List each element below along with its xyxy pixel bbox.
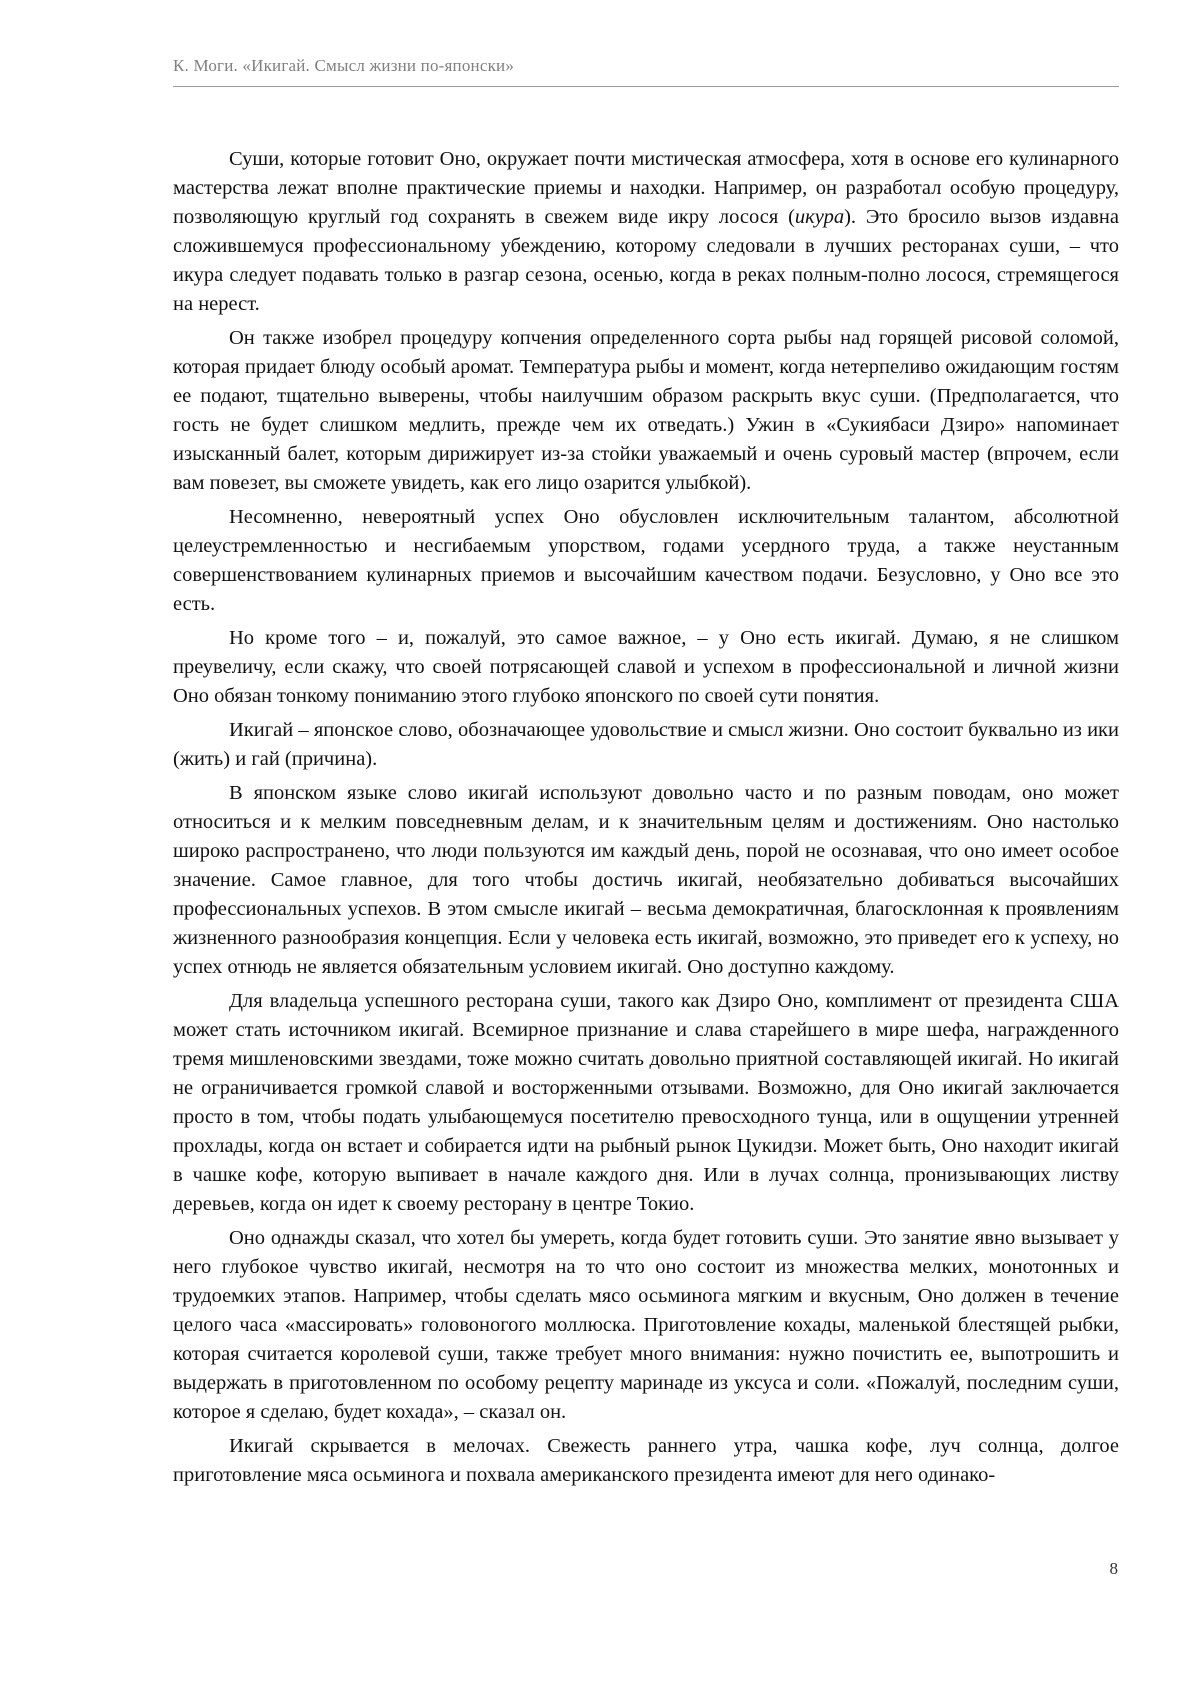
paragraph: Икигай скрывается в мелочах. Свежесть раннего утра, чашка кофе, луч солнца, долгое приготовление мяса осьминога и похвала американского президента имеют для него одинако- [173, 1435, 1119, 1486]
paragraph: Но кроме того – и, пожалуй, это самое важное, – у Оно есть икигай. Думаю, я не слишком преувеличу, если скажу, что своей потрясающей славой и успехом в профессиональной и личной жизни Оно обязан тонкому пониманию этого глубоко японского по своей сути понятия. [173, 627, 1119, 707]
emphasis-term: икура [794, 206, 845, 228]
paragraph: В японском языке слово икигай используют довольно часто и по разным поводам, оно может относиться и к мелким повседневным делам, и к значительным целям и достижениям. Оно настолько широко распространено, что люди пользуются им каждый день, порой не осознавая, что оно имеет особое значение. Самое главное, для того чтобы достичь икигай, необязательно добиваться высочайших профессиональных успехов. В этом смысле икигай – весьма демократичная, благосклонная к проявлениям жизненного разнообразия концепция. Если у человека есть икигай, возможно, это приведет его к успеху, но успех отнюдь не является обязательным условием икигай. Оно доступно каждому. [173, 782, 1119, 978]
running-header: К. Моги. «Икигай. Смысл жизни по-японски» [173, 56, 515, 75]
page-number: 8 [1109, 1559, 1118, 1578]
paragraph-text: ). Это бросило вызов издавна сложившемуся профессиональному убеждению, которому следовали в лучших ресторанах суши, – что икура следует подавать только в разгар сезона, осенью, когда в реках полным-полно лосося, стремящегося на нерест. [173, 206, 1119, 315]
paragraph: Оно однажды сказал, что хотел бы умереть, когда будет готовить суши. Это занятие явно вызывает у него глубокое чувство икигай, несмотря на то что оно состоит из множества мелких, монотонных и трудоемких этапов. Например, чтобы сделать мясо осьминога мягким и вкусным, Оно должен в течение целого часа «массировать» головоногого моллюска. Приготовление кохады, маленькой блестящей рыбки, которая считается королевой суши, также требует много внимания: нужно почистить ее, выпотрошить и выдержать в приготовленном по особому рецепту маринаде из уксуса и соли. «Пожалуй, последним суши, которое я сделаю, будет кохада», – сказал он. [173, 1227, 1119, 1423]
body-text [173, 145, 1119, 1495]
paragraph: Для владельца успешного ресторана суши, такого как Дзиро Оно, комплимент от президента США может стать источником икигай. Всемирное признание и слава старейшего в мире шефа, награжденного тремя мишленовскими звездами, тоже можно считать довольно приятной составляющей икигай. Но икигай не ограничивается громкой славой и восторженными отзывами. Возможно, для Оно икигай заключается просто в том, чтобы подать улыбающемуся посетителю превосходного тунца, или в ощущении утренней прохлады, когда он встает и собирается идти на рыбный рынок Цукидзи. Может быть, Оно находит икигай в чашке кофе, которую выпивает в начале каждого дня. Или в лучах солнца, пронизывающих листву деревьев, когда он идет к своему ресторану в центре Токио. [173, 990, 1119, 1215]
paragraph: Он также изобрел процедуру копчения определенного сорта рыбы над горящей рисовой соломой, которая придает блюду особый аромат. Температура рыбы и момент, когда нетерпеливо ожидающим гостям ее подают, тщательно выверены, чтобы наилучшим образом раскрыть вкус суши. (Предполагается, что гость не будет слишком медлить, прежде чем их отведать.) Ужин в «Сукиябаси Дзиро» напоминает изысканный балет, которым дирижирует из-за стойки уважаемый и очень суровый мастер (впрочем, если вам повезет, вы сможете увидеть, как его лицо озарится улыбкой). [173, 327, 1119, 494]
paragraph [173, 145, 1119, 319]
header-rule [173, 86, 1119, 87]
paragraph: Икигай – японское слово, обозначающее удовольствие и смысл жизни. Оно состоит буквально из ики (жить) и гай (причина). [173, 719, 1119, 770]
paragraph-text: Суши, которые готовит Оно, окружает почти мистическая атмосфера, хотя в основе его кулинарного мастерства лежат вполне практические приемы и находки. Например, он разработал особую процедуру, позволяющую круглый год сохранять в свежем виде икру лосося ( [173, 148, 1119, 228]
paragraph: Несомненно, невероятный успех Оно обусловлен исключительным талантом, абсолютной целеустремленностью и несгибаемым упорством, годами усердного труда, а также неустанным совершенствованием кулинарных приемов и высочайшим качеством подачи. Безусловно, у Оно все это есть. [173, 506, 1119, 615]
